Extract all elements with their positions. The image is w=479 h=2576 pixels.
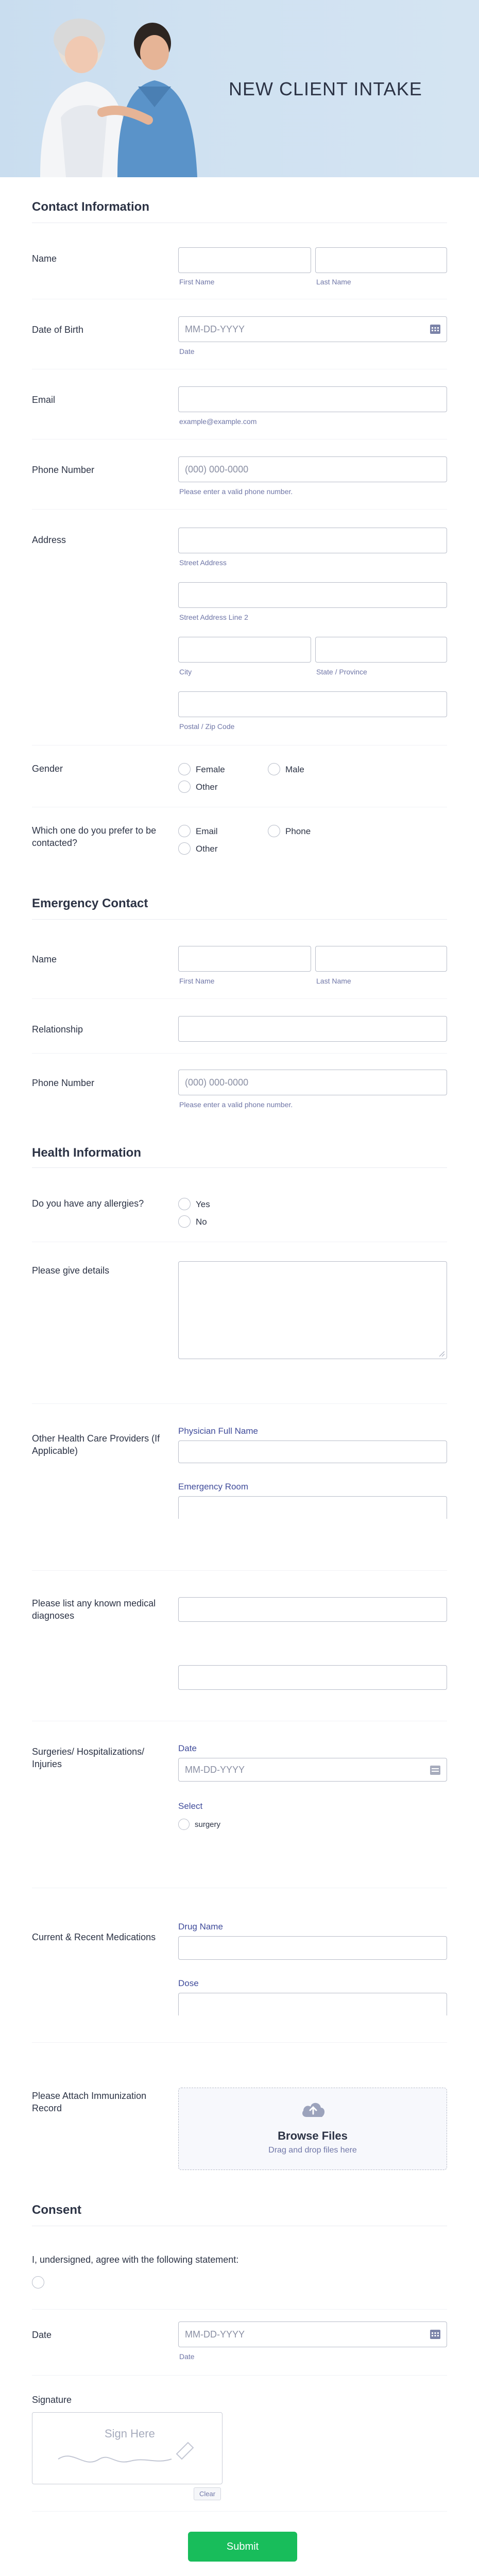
section-title-emergency: Emergency Contact <box>32 896 148 910</box>
emergency-last-name-sublabel: Last Name <box>316 977 351 985</box>
emergency-phone-sublabel: Please enter a valid phone number. <box>179 1100 293 1109</box>
contact-pref-other-label: Other <box>196 844 218 854</box>
surgeries-date-input[interactable] <box>178 1758 447 1782</box>
drug-name-input[interactable] <box>178 1936 447 1960</box>
zip-input[interactable] <box>178 691 447 717</box>
section-title-health: Health Information <box>32 1146 142 1160</box>
contact-pref-label: Which one do you prefer to be contacted? <box>32 825 157 848</box>
divider <box>32 509 447 510</box>
surgeries-date-placeholder: MM-DD-YYYY <box>185 1765 245 1775</box>
divider <box>32 1403 447 1404</box>
street-address-2-sublabel: Street Address Line 2 <box>179 613 248 621</box>
city-input[interactable] <box>178 637 311 663</box>
contact-pref-email-label: Email <box>196 826 218 836</box>
emergency-room-label: Emergency Room <box>178 1482 249 1492</box>
divider <box>32 1570 447 1571</box>
consent-agree-radio[interactable] <box>32 2276 44 2289</box>
gender-male-label: Male <box>285 765 304 774</box>
divider <box>32 2375 447 2376</box>
sign-here-hint: Sign Here <box>105 2427 155 2440</box>
divider <box>32 1053 447 1054</box>
emergency-last-name-input[interactable] <box>315 946 447 972</box>
drag-drop-label: Drag and drop files here <box>268 2146 357 2155</box>
email-sublabel: example@example.com <box>179 417 257 426</box>
signature-scribble-icon <box>53 2438 202 2475</box>
gender-other-label: Other <box>196 782 218 792</box>
emergency-room-input[interactable] <box>178 1496 447 1519</box>
consent-date-sublabel: Date <box>179 2352 195 2361</box>
contact-pref-other-radio[interactable] <box>178 842 191 855</box>
allergies-no-radio[interactable] <box>178 1215 191 1228</box>
dob-label: Date of Birth <box>32 325 84 335</box>
state-input[interactable] <box>315 637 447 663</box>
city-sublabel: City <box>179 668 192 676</box>
surgeries-select-label: Select <box>178 1801 203 1811</box>
diagnoses-input-1[interactable] <box>178 1597 447 1622</box>
file-upload-dropzone[interactable] <box>178 2088 447 2170</box>
dob-input[interactable] <box>178 316 447 342</box>
phone-placeholder: (000) 000-0000 <box>185 464 249 474</box>
browse-files-label: Browse Files <box>278 2129 348 2142</box>
dose-label: Dose <box>178 1978 199 1988</box>
emergency-phone-placeholder: (000) 000-0000 <box>185 1077 249 1088</box>
name-label: Name <box>32 253 57 264</box>
first-name-sublabel: First Name <box>179 278 215 286</box>
last-name-sublabel: Last Name <box>316 278 351 286</box>
emergency-first-name-sublabel: First Name <box>179 977 215 985</box>
zip-sublabel: Postal / Zip Code <box>179 722 235 731</box>
gender-female-label: Female <box>196 765 225 774</box>
immunization-label: Please Attach Immunization Record <box>32 2091 147 2113</box>
surgery-radio[interactable] <box>178 1819 190 1830</box>
gender-other-radio[interactable] <box>178 781 191 793</box>
nurse-patient-image <box>20 9 205 177</box>
phone-input[interactable] <box>178 456 447 482</box>
consent-statement: I, undersigned, agree with the following statement: <box>32 2255 239 2265</box>
gender-male-radio[interactable] <box>268 763 280 775</box>
divider <box>32 2309 447 2310</box>
divider <box>32 919 447 920</box>
calendar-icon[interactable] <box>430 1766 440 1775</box>
allergies-yes-label: Yes <box>196 1199 210 1209</box>
address-label: Address <box>32 535 66 545</box>
emergency-name-label: Name <box>32 954 57 964</box>
email-label: Email <box>32 395 56 405</box>
phone-sublabel: Please enter a valid phone number. <box>179 487 293 496</box>
gender-label: Gender <box>32 764 63 774</box>
medications-label: Current & Recent Medications <box>32 1932 156 1942</box>
dob-placeholder: MM-DD-YYYY <box>185 324 245 334</box>
section-title-consent: Consent <box>32 2203 81 2217</box>
last-name-input[interactable] <box>315 247 447 273</box>
dob-sublabel: Date <box>179 347 195 355</box>
calendar-icon[interactable] <box>430 325 440 334</box>
surgery-option-label: surgery <box>195 1820 221 1829</box>
details-textarea[interactable] <box>178 1261 447 1359</box>
section-title-contact: Contact Information <box>32 200 149 214</box>
first-name-input[interactable] <box>178 247 311 273</box>
allergies-yes-radio[interactable] <box>178 1198 191 1210</box>
emergency-phone-label: Phone Number <box>32 1078 95 1088</box>
details-label: Please give details <box>32 1265 110 1276</box>
street-address-sublabel: Street Address <box>179 558 227 567</box>
surgeries-date-label: Date <box>178 1743 197 1753</box>
signature-label: Signature <box>32 2395 72 2405</box>
street-address-input[interactable] <box>178 528 447 553</box>
emergency-first-name-input[interactable] <box>178 946 311 972</box>
cloud-upload-icon <box>300 2098 326 2119</box>
contact-pref-email-radio[interactable] <box>178 825 191 837</box>
form-header <box>0 0 479 177</box>
contact-pref-phone-label: Phone <box>285 826 311 836</box>
providers-label: Other Health Care Providers (If Applicable) <box>32 1433 160 1456</box>
relationship-input[interactable] <box>178 1016 447 1042</box>
gender-female-radio[interactable] <box>178 763 191 775</box>
emergency-phone-input[interactable] <box>178 1070 447 1095</box>
dose-input[interactable] <box>178 1993 447 2015</box>
relationship-label: Relationship <box>32 1024 83 1035</box>
clear-signature-button[interactable]: Clear <box>194 2487 221 2500</box>
diagnoses-input-2[interactable] <box>178 1665 447 1690</box>
consent-date-input[interactable] <box>178 2321 447 2347</box>
divider <box>32 998 447 999</box>
email-input[interactable] <box>178 386 447 412</box>
phone-label: Phone Number <box>32 465 95 475</box>
physician-name-label: Physician Full Name <box>178 1426 258 1436</box>
divider <box>32 2511 447 2512</box>
physician-name-input[interactable] <box>178 1440 447 1463</box>
street-address-2-input[interactable] <box>178 582 447 608</box>
contact-pref-phone-radio[interactable] <box>268 825 280 837</box>
signature-pad[interactable] <box>32 2412 223 2484</box>
allergies-label: Do you have any allergies? <box>32 1198 144 1209</box>
submit-button[interactable]: Submit <box>188 2532 297 2562</box>
divider <box>32 2042 447 2043</box>
form-title: NEW CLIENT INTAKE <box>229 78 422 99</box>
state-sublabel: State / Province <box>316 668 367 676</box>
resize-handle-icon[interactable] <box>439 1351 444 1357</box>
diagnoses-label: Please list any known medical diagnoses <box>32 1598 156 1621</box>
allergies-no-label: No <box>196 1217 207 1227</box>
divider <box>32 1167 447 1168</box>
drug-name-label: Drug Name <box>178 1922 223 1931</box>
surgeries-label: Surgeries/ Hospitalizations/ Injuries <box>32 1747 145 1769</box>
form-card <box>0 177 479 2576</box>
calendar-icon[interactable] <box>430 2330 440 2339</box>
consent-date-placeholder: MM-DD-YYYY <box>185 2329 245 2340</box>
consent-date-label: Date <box>32 2330 52 2340</box>
